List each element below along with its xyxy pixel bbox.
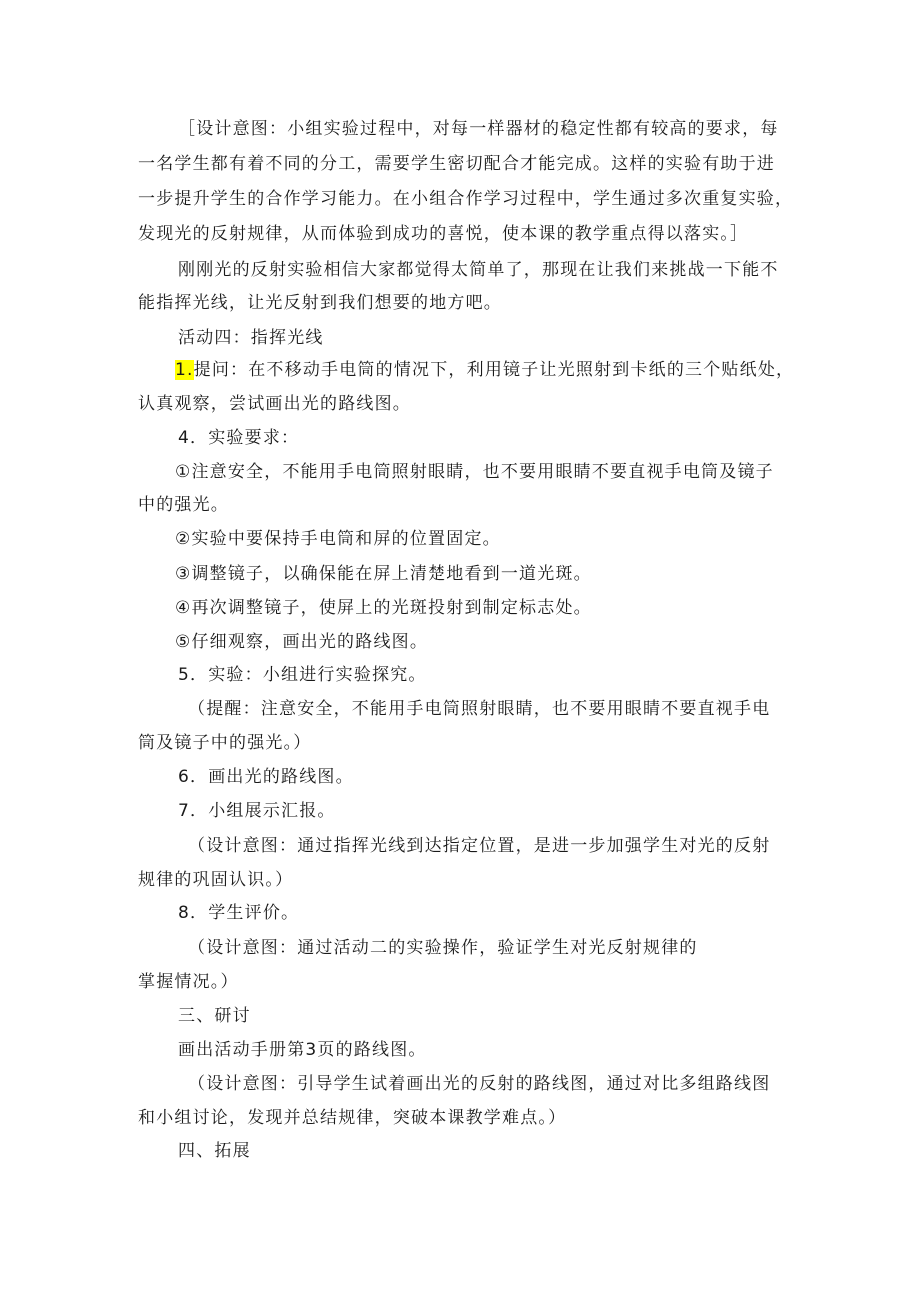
design-intent-4-line-2: 和小组讨论，发现并总结规律，突破本课教学难点。） (138, 1108, 567, 1128)
intro-line-1: 刚刚光的反射实验相信大家都觉得太简单了，那现在让我们来挑战一下能不 (178, 260, 779, 280)
design-intent-2-line-1: （设计意图：通过指挥光线到达指定位置，是进一步加强学生对光的反射 (188, 836, 771, 856)
design-intent-1-line-4: 发现光的反射规律，从而体验到成功的喜悦，使本课的教学重点得以落实。］ (138, 224, 749, 244)
requirement-3: ③调整镜子，以确保能在屏上清楚地看到一道光斑。 (175, 564, 592, 584)
item-7: 7．小组展示汇报。 (178, 801, 336, 821)
requirement-5: ⑤仔细观察，画出光的路线图。 (175, 632, 429, 652)
question-line-2: 认真观察，尝试画出光的路线图。 (138, 394, 411, 414)
design-intent-4-line-1: （设计意图：引导学生试着画出光的反射的路线图，通过对比多组路线图 (188, 1074, 771, 1094)
question-line-1 (175, 359, 794, 381)
section-3-text: 画出活动手册第3页的路线图。 (178, 1040, 427, 1060)
intro-line-2: 能指挥光线，让光反射到我们想要的地方吧。 (138, 293, 502, 313)
item-5: 5．实验：小组进行实验探究。 (178, 665, 427, 685)
design-intent-1-line-2: 一名学生都有着不同的分工，需要学生密切配合才能完成。这样的实验有助于进 (138, 154, 775, 174)
design-intent-3-line-2: 掌握情况。） (138, 972, 239, 992)
item-8: 8．学生评价。 (178, 903, 300, 923)
activity-title: 活动四：指挥光线 (178, 328, 324, 348)
requirement-2: ②实验中要保持手电筒和屏的位置固定。 (175, 529, 501, 549)
question-number: 1. (175, 360, 194, 380)
requirement-4: ④再次调整镜子，使屏上的光斑投射到制定标志处。 (175, 598, 592, 618)
requirement-1-line-2: 中的强光。 (138, 495, 229, 515)
section-3-heading: 三、研讨 (178, 1006, 251, 1026)
design-intent-2-line-2: 规律的巩固认识。） (138, 870, 294, 890)
reminder-line-1: （提醒：注意安全，不能用手电筒照射眼睛，也不要用眼睛不要直视手电 (188, 699, 771, 719)
reminder-line-2: 筒及镜子中的强光。） (138, 733, 312, 753)
item-6: 6．画出光的路线图。 (178, 767, 354, 787)
item-4: 4．实验要求： (178, 428, 300, 448)
requirement-1-line-1: ①注意安全，不能用手电筒照射眼睛，也不要用眼睛不要直视手电筒及镜子 (175, 462, 774, 482)
section-4-heading: 四、拓展 (178, 1141, 251, 1161)
design-intent-1-line-3: 一步提升学生的合作学习能力。在小组合作学习过程中，学生通过多次重复实验， (138, 189, 794, 209)
design-intent-1-line-1: ［设计意图：小组实验过程中，对每一样器材的稳定性都有较高的要求，每 (178, 119, 779, 139)
question-text: 提问：在不移动手电筒的情况下，利用镜子让光照射到卡纸的三个贴纸处， (193, 360, 795, 380)
design-intent-3-line-1: （设计意图：通过活动二的实验操作，验证学生对光反射规律的 (188, 938, 698, 958)
